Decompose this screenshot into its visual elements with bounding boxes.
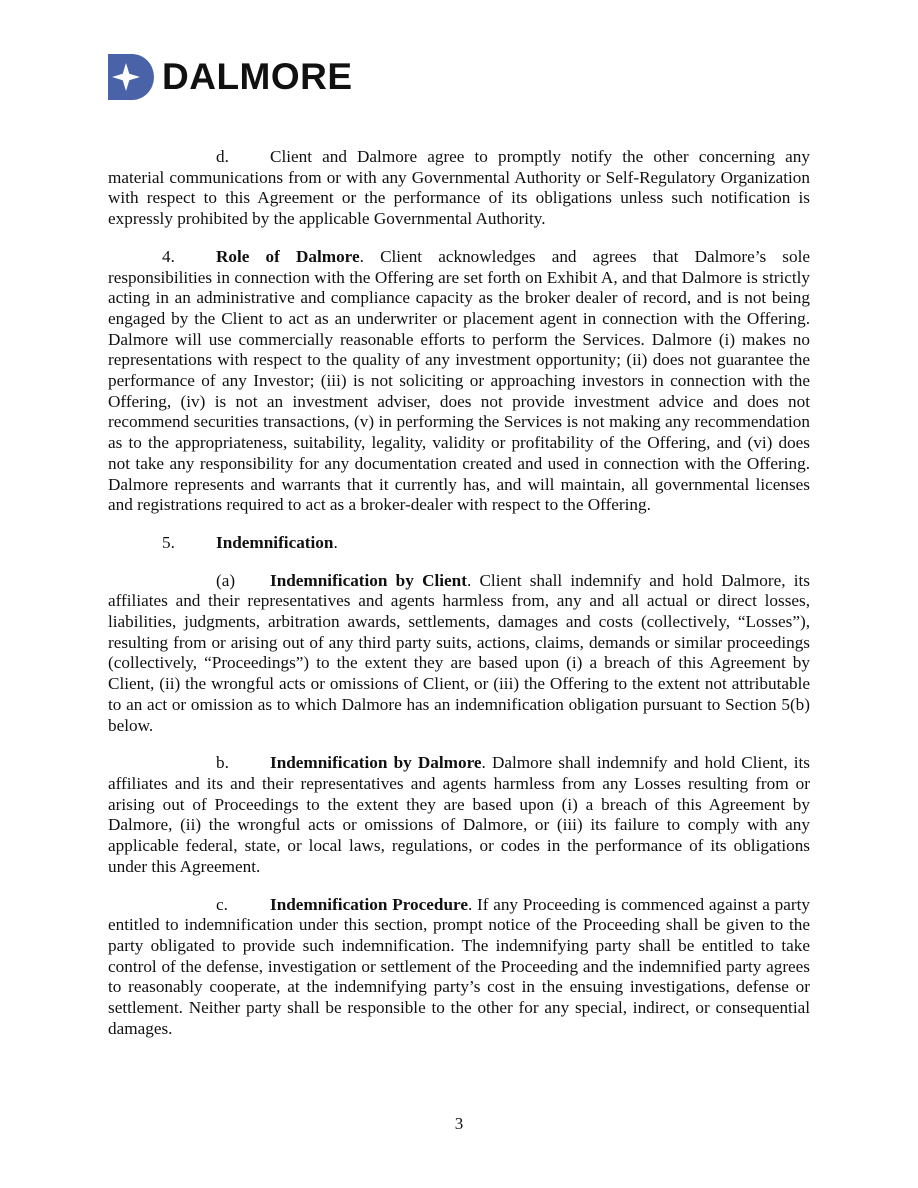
company-logo xyxy=(108,54,353,100)
section-5a xyxy=(108,571,810,737)
section-5b-heading: Indemnification by Dalmore xyxy=(270,753,482,773)
section-4 xyxy=(108,247,810,516)
section-d-text: Client and Dalmore agree to promptly notify the other concerning any material communications from or with any Governmental Authority or Self-Regulatory Organization with respect to this Agreement or the performance of its obligations unless such notification is expressly prohibited by the applicable Governmental Authority. xyxy=(108,147,810,229)
section-4-text: . Client acknowledges and agrees that Dalmore’s sole responsibilities in connection with the Offering are set forth on Exhibit A, and that Dalmore is strictly acting in an administrative and compliance capacity as the broker dealer of record, and is not being engaged by the Client to act as an underwriter or placement agent in connection with the Offering. Dalmore will use commercially reasonable efforts to perform the Services. Dalmore (i) makes no representations with respect to the quality of any investment opportunity; (ii) does not guarantee the performance of any Investor; (iii) is not soliciting or approaching investors in connection with the Offering, (iv) is not an investment adviser, does not provide investment advice and does not recommend securities transactions, (v) in performing the Services is not making any recommendation as to the appropriateness, suitability, legality, validity or profitability of the Offering, and (vi) does not take any responsibility for any documentation created and used in connection with the Offering. Dalmore represents and warrants that it currently has, and will maintain, all governmental licenses and registrations required to act as a broker-dealer with respect to the Offering. xyxy=(108,246,810,515)
section-5a-number: (a) xyxy=(216,570,236,590)
section-5c-text: . If any Proceeding is commenced against a party entitled to indemnification under this section, prompt notice of the Proceeding shall be given to the party obligated to provide such indemnification. The indemnifying party shall be entitled to take control of the defense, investigation or settlement of the Proceeding and the indemnified party agrees to reasonably cooperate, at the indemnifying party’s cost in the ensuing investigations, defense or settlement. Neither party shall be responsible to the other for any special, indirect, or consequential damages. xyxy=(108,894,810,1038)
section-5a-text: . Client shall indemnify and hold Dalmore, its affiliates and their representatives and agents harmless from, any and all actual or direct losses, liabilities, judgments, arbitration awards, settlements, damages and costs (collectively, “Losses”), resulting from or arising out of any third party suits, actions, claims, demands or similar proceedings (collectively, “Proceedings”) to the extent they are based upon (i) a breach of this Agreement by Client, (ii) the wrongful acts or omissions of Client, or (iii) the Offering to the extent not attributable to an act or omission as to which Dalmore has an indemnification obligation pursuant to Section 5(b) below. xyxy=(108,570,810,735)
section-5c-heading: Indemnification Procedure xyxy=(270,894,468,914)
document-body xyxy=(108,147,810,1039)
section-4-heading: Role of Dalmore xyxy=(216,246,360,266)
section-5-heading: Indemnification xyxy=(216,532,334,552)
section-4-number: 4. xyxy=(162,246,175,266)
section-d xyxy=(108,147,810,230)
section-d-number: d. xyxy=(216,147,229,166)
section-5 xyxy=(108,533,810,554)
section-5b-text: . Dalmore shall indemnify and hold Client, its affiliates and its and their representatives and agents harmless from any Losses resulting from or arising out of Proceedings to the extent they are based upon (i) a breach of this Agreement by Dalmore, (ii) the wrongful acts or omissions of Dalmore, or (iii) its failure to comply with any applicable federal, state, or local laws, regulations, or codes in the performance of its obligations under this Agreement. xyxy=(108,753,810,876)
section-5b xyxy=(108,753,810,877)
page-number: 3 xyxy=(454,1114,464,1133)
section-5a-heading: Indemnification by Client xyxy=(270,570,467,590)
section-5c-number: c. xyxy=(216,894,228,914)
section-5-text: . xyxy=(333,532,338,552)
dalmore-logo-icon xyxy=(108,54,154,100)
section-5b-number: b. xyxy=(216,753,229,773)
logo-wordmark: DALMORE xyxy=(162,56,353,97)
section-5-number: 5. xyxy=(162,532,175,552)
section-5c xyxy=(108,895,810,1040)
